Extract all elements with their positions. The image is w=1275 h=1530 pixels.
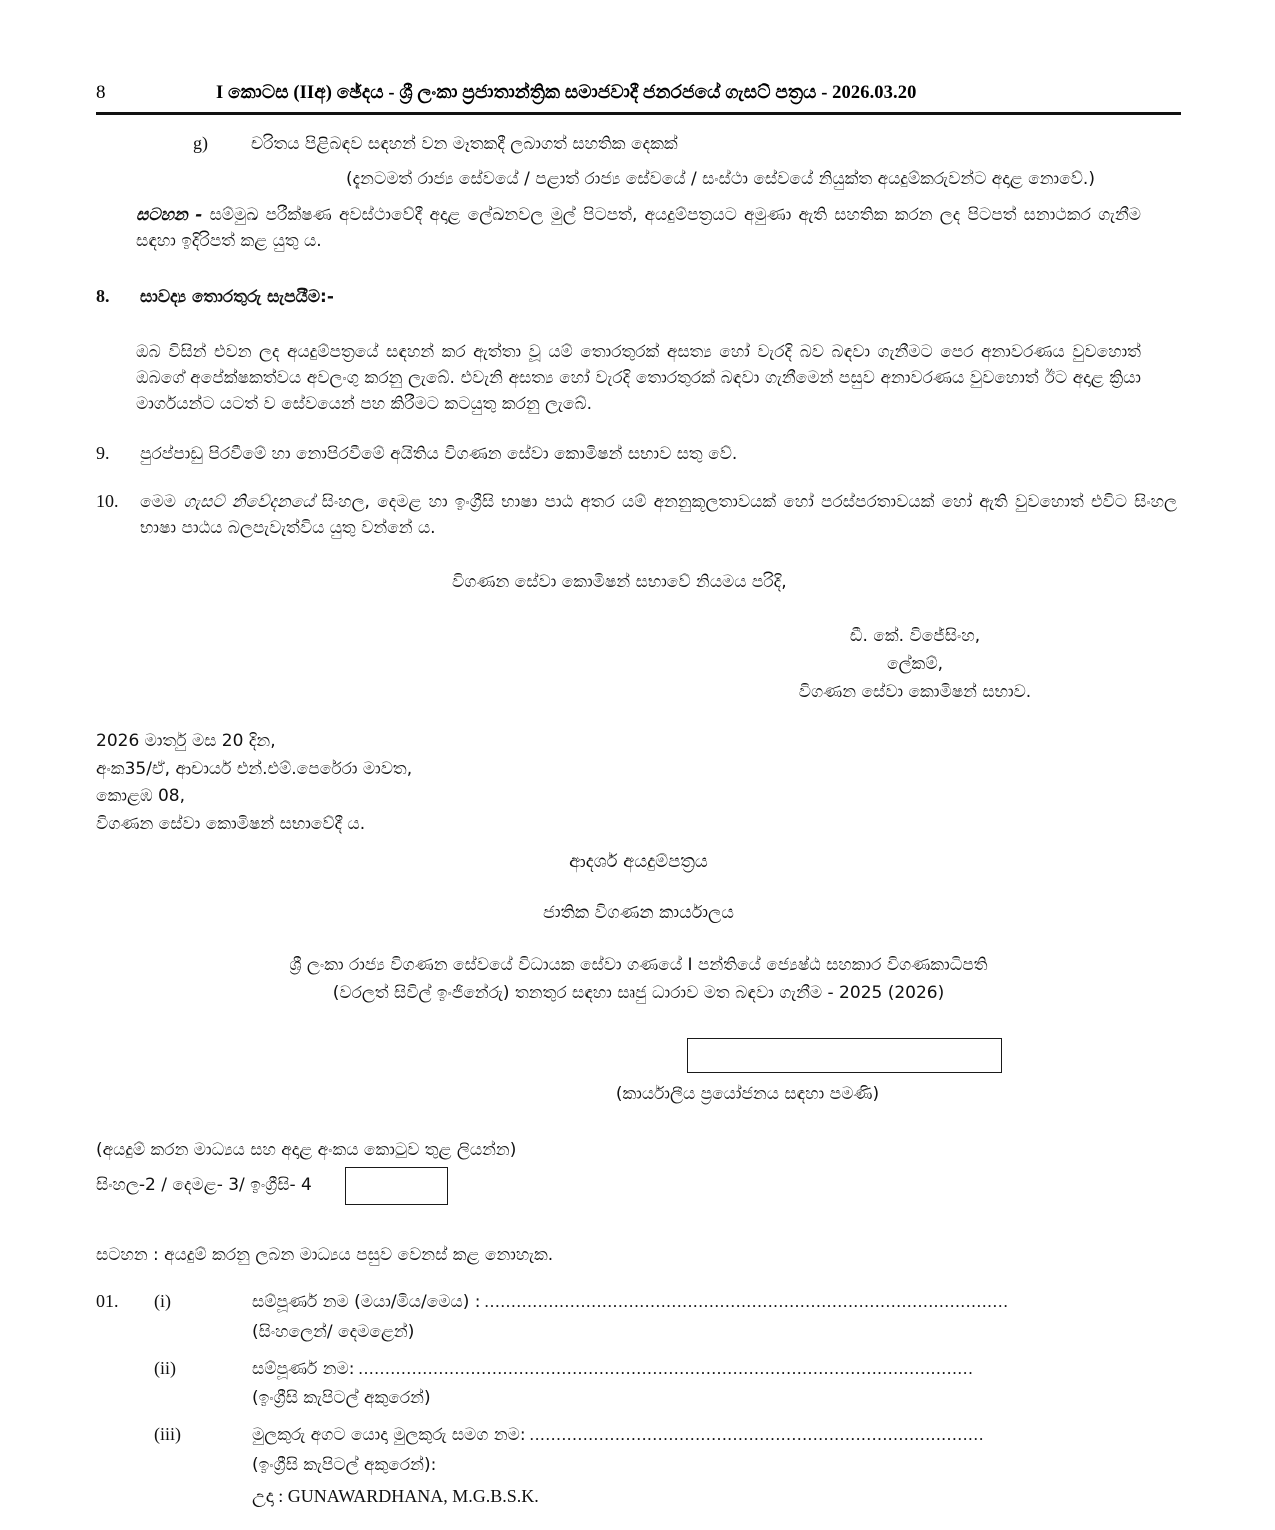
signature-block — [700, 622, 1130, 706]
address-block — [96, 728, 412, 838]
closing-order-line: විගණන සේවා කොමිෂන් සභාවේ නියමය පරිදි, — [452, 572, 787, 592]
section-9 — [96, 440, 1181, 468]
form-field-dotted-line[interactable]: ................................................................................................................... — [358, 1358, 974, 1378]
form-field-label: සම්පූර්ණ නම: — [252, 1358, 355, 1379]
section-8-heading: සාවද්‍ය තොරතුරු සැපයීම:- — [140, 287, 334, 307]
item-g — [96, 130, 1181, 193]
item-g-marker: g) — [193, 133, 208, 153]
section-10-text-italic: ගැසට් නිවේදනයේ — [183, 492, 315, 512]
form-field-example: උදා : GUNAWARDHANA, M.G.B.S.K. — [252, 1485, 539, 1506]
item-g-subtext: (දැනටමත් රාජ්‍ය සේවයේ / පළාත් රාජ්‍ය සේවයේ / සංස්ථා සේවයේ නියුක්ත අයදුම්කරුවන්ට අදාළ නොවේ.) — [346, 168, 1095, 189]
signatory-body: විගණන සේවා කොමිෂන් සභාව. — [798, 682, 1032, 703]
address-line-3: කොළඹ 08, — [96, 786, 185, 807]
section-8 — [96, 283, 1181, 311]
office-use-box[interactable] — [687, 1038, 1002, 1073]
section-10-text — [140, 490, 1181, 542]
address-line-4: විගණන සේවා කොමිෂන් සභාවේදී ය. — [96, 813, 366, 834]
form-field-row — [96, 1421, 1181, 1449]
form-field-sub-note: (සිංහලෙන්/ දෙමළෙන්) — [252, 1321, 415, 1342]
form-field-label: සම්පූර්ණ නම (මයා/මිය/මෙය) : — [252, 1292, 481, 1312]
form-field-dotted-line[interactable]: .................................................................................................. — [484, 1292, 1009, 1311]
section-8-number: 8. — [96, 286, 110, 306]
form-field-sub-note: (ඉංග්‍රීසි කැපිටල් අකුරෙන්): — [252, 1455, 437, 1476]
language-options-label: සිංහල-2 / දෙමළ- 3/ ඉංග්‍රීසි- 4 — [96, 1175, 312, 1196]
form-subitem-roman: (i) — [154, 1291, 171, 1311]
section-9-text: පුරප්පාඩු පිරවීමේ හා නොපිරවීමේ අයිතිය විගණන සේවා කොමිෂන් සභාව සතු වේ. — [140, 444, 738, 464]
post-title — [96, 952, 1181, 1007]
signatory-name: ඩී. කේ. විජේසිංහ, — [849, 626, 981, 646]
form-field-row — [96, 1288, 1181, 1316]
form-item-01 — [96, 1288, 1181, 1510]
language-code-box[interactable] — [345, 1167, 448, 1205]
note-lead: සටහන - — [136, 205, 203, 225]
section-10 — [96, 488, 1181, 542]
section-8-body: ඔබ විසින් එවන ලද අයදුම්පත්‍රයේ සඳහන් කර ඇත්තා වූ යම් තොරතුරක් අසත්‍ය හෝ වැරදි බව බඳවා ගැනීමට පෙර අනාවරණය වුවහොත් ඔබගේ අපේක්ෂකත්වය අවලංගු කරනු ලැබේ. එවැනි අසත්‍ය හෝ වැරදි තොරතුරක් බඳවා ගැනීමෙන් පසුව අනාවරණය වුවහොත් ඊට අදාළ ක්‍රියා මාර්ගයන්ට යටත් ව සේවයෙන් පහ කිරීමට කටයුතු කරනු ලැබේ. — [136, 342, 1141, 414]
form-field-dotted-line[interactable]: ..................................................................................... — [529, 1425, 985, 1445]
section-9-number: 9. — [96, 443, 110, 463]
post-title-line-2: (වරලත් සිවිල් ඉංජිනේරු) තනතුර සඳහා සෘජු ධාරාව මත බඳවා ගැනීම - 2025 (2026) — [332, 982, 945, 1003]
gazette-header-title: I කොටස (IIඅ) ඡේදය - ශ්‍රී ලංකා ප්‍රජාතාන්ත්‍රික සමාජවාදී ජනරජයේ ගැසට් පත්‍රය - 2026.03.20 — [216, 83, 917, 103]
office-use-caption: (කාර්යාලීය ප්‍රයෝජනය සඳහා පමණි) — [615, 1084, 880, 1104]
item-g-text: චරිතය පිළිබඳව සඳහන් වන මෑතකදී ලබාගත් සහතික දෙකක් — [251, 134, 678, 154]
form-field-sub-note: (ඉංග්‍රීසි කැපිටල් අකුරෙන්) — [252, 1388, 431, 1409]
note-block — [136, 203, 1141, 255]
section-10-text-part2: සිංහල, දෙමළ හා ඉංග්‍රීසි භාෂා පාඨ අතර යම් අනනුකූලතාවයක් හෝ පරස්පරතාවයක් හෝ ඇති වුවහොත් එවිට සිංහල භාෂා පාඨය බලපැවැත්විය යුතු වන්නේ ය. — [140, 492, 1177, 538]
header-divider — [96, 112, 1181, 115]
model-application-title: ආදර්ශ අයදුම්පත්‍රය — [569, 851, 708, 872]
note-text: සම්මුඛ පරීක්ෂණ අවස්ථාවේදී අදාළ ලේඛනවල මුල් පිටපත්, අයදුම්පත්‍රයට අමුණා ඇති සහතික කරන ලද පිටපත් සනාථකර ගැනීම සඳහා ඉදිරිපත් කළ යුතු ය. — [136, 205, 1141, 251]
form-field-label: මුලකුරු අගට යොදා මුලකුරු සමග නම: — [252, 1425, 526, 1446]
media-change-note: සටහන : අයදුම් කරනු ලබන මාධ්‍යය පසුව වෙනස් කළ නොහැක. — [96, 1245, 554, 1265]
page-number: 8 — [96, 82, 106, 103]
section-10-text-part1: මෙම — [140, 492, 184, 512]
address-line-2: අංක35/ඒ, ආචාර්ය එන්.එම්.පෙරේරා මාවත, — [96, 758, 413, 779]
signatory-designation: ලේකම්, — [887, 654, 943, 675]
section-10-number: 10. — [96, 491, 119, 511]
form-subitem-roman: (iii) — [154, 1424, 181, 1445]
language-option-row — [96, 1167, 448, 1205]
page-header — [96, 82, 1181, 104]
form-item-index: 01. — [96, 1291, 119, 1311]
form-field-row — [96, 1355, 1181, 1383]
post-title-line-1: ශ්‍රී ලංකා රාජ්‍ය විගණන සේවයේ විධායක සේවා ගණයේ I පන්තියේ ජ්‍යෙෂ්ඨ සහකාර විගණකාධිපති — [289, 955, 988, 975]
form-subitem-roman: (ii) — [154, 1357, 176, 1378]
address-line-1: 2026 මාර්තු මස 20 දින, — [96, 731, 276, 751]
medium-instruction: (අයදුම් කරන මාධ්‍යය සහ අදාළ අංකය කොටුව තුළ ලියන්න) — [96, 1140, 517, 1160]
office-name: ජාතික විගණන කාර්යාලය — [543, 903, 734, 923]
